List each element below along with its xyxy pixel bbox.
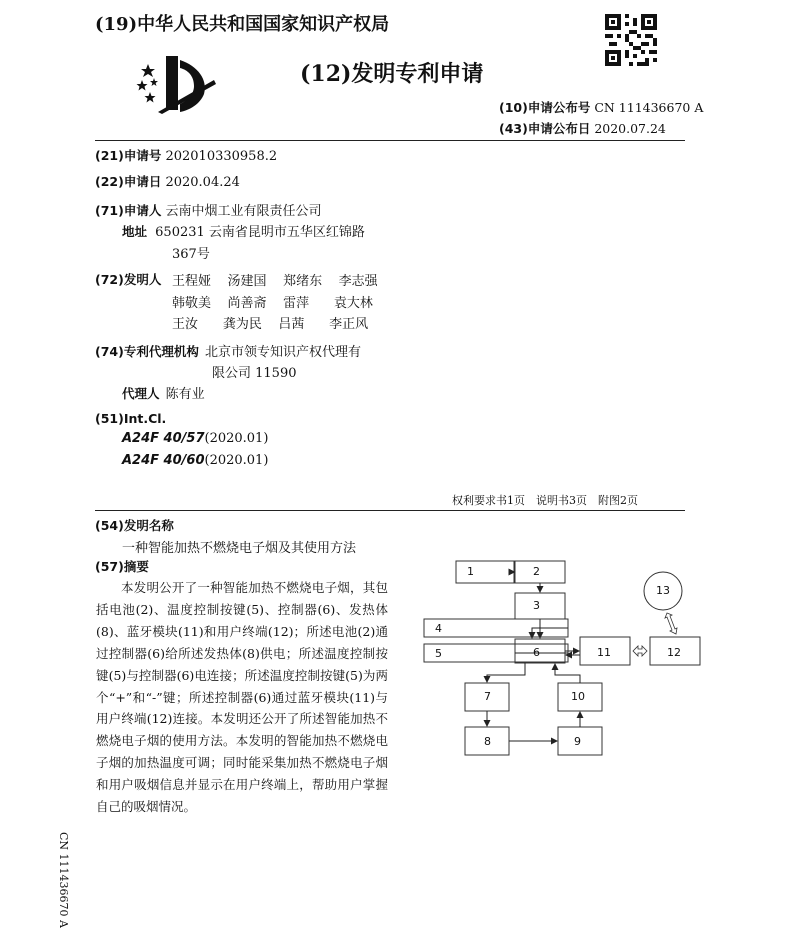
diagram-label-9: 9	[574, 735, 581, 748]
address-label: 地址	[122, 224, 148, 239]
inventor: 李正风	[329, 317, 369, 332]
pub-no-label: (10)申请公布号	[499, 100, 591, 115]
diagram-label-11: 11	[597, 646, 611, 659]
inventor: 吕茜	[278, 317, 305, 332]
page-counts: 权利要求书1页 说明书3页 附图2页	[452, 494, 638, 507]
ipc-code: A24F 40/57	[122, 431, 205, 446]
inventor: 龚为民	[222, 317, 262, 332]
agent-label: 代理人	[122, 386, 160, 401]
inventors-label: (72)发明人	[95, 272, 162, 287]
ipc-code: A24F 40/60	[122, 453, 205, 468]
pub-date: 2020.07.24	[594, 121, 666, 136]
diagram-box-3	[515, 593, 565, 619]
ipc-year: (2020.01)	[204, 431, 269, 446]
pub-date-label: (43)申请公布日	[499, 121, 591, 136]
inventor: 李志强	[338, 274, 378, 289]
qr-code-icon	[605, 14, 657, 66]
pub-no: CN 111436670 A	[594, 100, 704, 115]
ipc-year: (2020.01)	[204, 453, 269, 468]
diagram-label-6: 6	[533, 646, 540, 659]
app-no: 202010330958.2	[165, 149, 278, 164]
diagram-label-2: 2	[533, 565, 540, 578]
agency-label: (74)专利代理机构	[95, 344, 199, 359]
inventor: 尚善斋	[227, 296, 267, 311]
applicant-label: (71)申请人	[95, 203, 162, 218]
diagram-label-10: 10	[571, 690, 585, 703]
diagram-box-6	[515, 639, 565, 663]
title-label: (54)发明名称	[95, 518, 174, 533]
app-date-label: (22)申请日	[95, 174, 162, 189]
applicant: 云南中烟工业有限责任公司	[165, 204, 322, 219]
intcl-label: (51)Int.Cl.	[95, 411, 167, 426]
diagram-label-4: 4	[435, 622, 442, 635]
diagram-label-1: 1	[467, 565, 474, 578]
app-date: 2020.04.24	[165, 175, 240, 190]
agency-line1: 北京市领专知识产权代理有	[204, 345, 361, 360]
diagram-box-2	[515, 561, 565, 583]
diagram-label-5: 5	[435, 647, 442, 660]
inventor: 王程娅	[172, 274, 212, 289]
address-line2: 367号	[172, 247, 210, 262]
diagram-label-8: 8	[484, 735, 491, 748]
abstract-label: (57)摘要	[95, 559, 149, 574]
diagram-box-1	[456, 561, 514, 583]
address-line1: 650231 云南省昆明市五华区红锦路	[155, 225, 365, 240]
inventor: 袁大林	[333, 296, 373, 311]
inventor: 雷萍	[283, 296, 310, 311]
cnipa-emblem-icon	[128, 50, 220, 116]
abstract-text: 本发明公开了一种智能加热不燃烧电子烟，其包括电池(2)、温度控制按键(5)、控制器(6)、发热体(8)、蓝牙模块(11)和用户终端(12)；所述电池(2)通过控制器(6)给所述发热体(8)供电；所述温度控制按键(5)与控制器(6)电连接；所述温度控制按键(5)为两个“+”和“-”键；所述控制器(6)通过蓝牙模块(11)与用户终端(12)连接。本发明还公开了所述智能加热不燃烧电子烟的使用方法。本发明的智能加热不燃烧电子烟的加热温度可调；同时能采集加热不燃烧电子烟和用户吸烟信息并显示在用户终端上，帮助用户掌握自己的吸烟情况。	[96, 580, 388, 815]
diagram-label-13: 13	[656, 584, 670, 597]
app-no-label: (21)申请号	[95, 148, 162, 163]
inventor: 韩敬美	[172, 296, 212, 311]
side-pub-number: CN 111436670 A	[57, 832, 70, 928]
inventor: 郑绪东	[283, 274, 323, 289]
header-divider	[95, 140, 685, 141]
invention-title: 一种智能加热不燃烧电子烟及其使用方法	[122, 541, 357, 556]
body-divider	[95, 510, 685, 511]
inventor: 王汝	[172, 317, 199, 332]
diagram-label-12: 12	[667, 646, 681, 659]
inventor: 汤建国	[227, 274, 267, 289]
agent: 陈有业	[165, 387, 205, 402]
diagram-label-3: 3	[533, 599, 540, 612]
diagram-label-7: 7	[484, 690, 491, 703]
document-type-title: (12)发明专利申请	[300, 61, 484, 87]
office-name: (19)中华人民共和国国家知识产权局	[95, 14, 390, 35]
agency-line2: 限公司 11590	[212, 366, 297, 381]
